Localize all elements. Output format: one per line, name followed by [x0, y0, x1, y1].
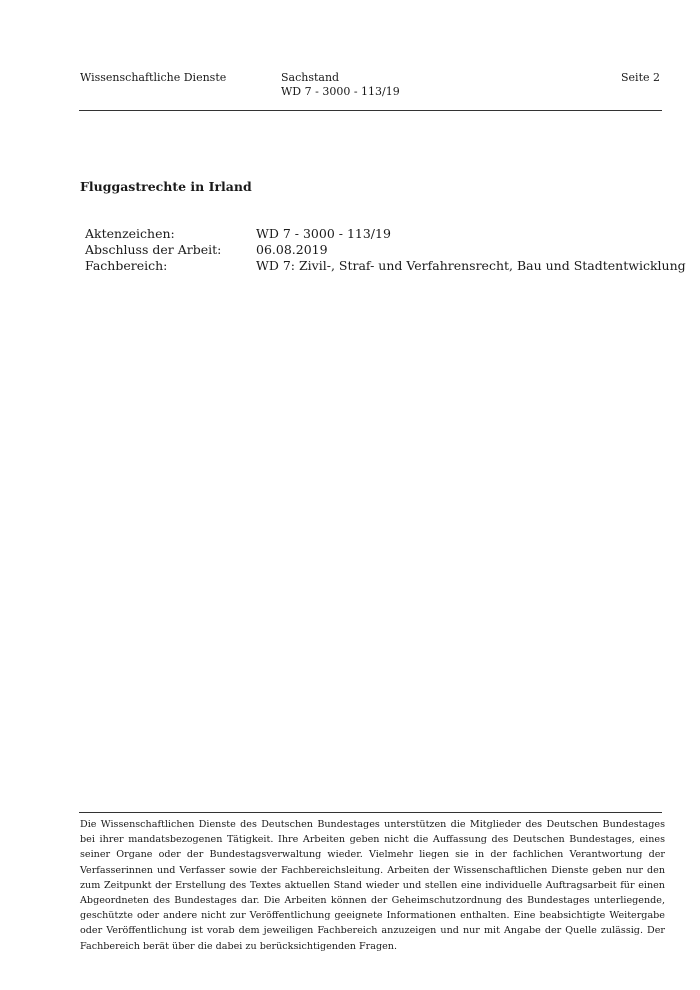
header-page-number: Seite 2 [621, 71, 660, 84]
header-document-info [281, 71, 400, 99]
metadata-label: Fachbereich: [85, 258, 168, 273]
header-doc-number: WD 7 - 3000 - 113/19 [281, 85, 400, 98]
metadata-row-fachbereich [85, 258, 686, 274]
header-institution: Wissenschaftliche Dienste [80, 71, 227, 84]
footer-divider [79, 812, 662, 813]
metadata-label: Aktenzeichen: [85, 226, 175, 241]
metadata-row-aktenzeichen [85, 226, 686, 242]
document-metadata [85, 226, 686, 274]
metadata-label: Abschluss der Arbeit: [85, 242, 222, 257]
footer-disclaimer: Die Wissenschaftlichen Dienste des Deutschen Bundestages unterstützen die Mitglieder des Deutschen Bundestages bei ihrer mandatsbezogenen Tätigkeit. Ihre Arbeiten geben nicht die Auffassung des Deutschen Bundestages, eines seiner Organe oder der Bundestagsverwaltung wieder. Vielmehr liegen sie in der fachlichen Verantwortung der Verfasserinnen und Verfasser sowie der Fachbereichsleitung. Arbeiten der Wissenschaftlichen Dienste geben nur den zum Zeitpunkt der Erstellung des Textes aktuellen Stand wieder und stellen eine individuelle Auftragsarbeit für einen Abgeordneten des Bundestages dar. Die Arbeiten können der Geheimschutzordnung des Bundestages unterliegende, geschützte oder andere nicht zur Veröffentlichung geeignete Informationen enthalten. Eine beabsichtigte Weitergabe oder Veröffentlichung ist vorab dem jeweiligen Fachbereich anzuzeigen und nur mit Angabe der Quelle zulässig. Der Fachbereich berät über die dabei zu berücksichtigenden Fragen. [80, 819, 665, 952]
document-title: Fluggastrechte in Irland [80, 179, 252, 194]
metadata-value: WD 7 - 3000 - 113/19 [256, 226, 391, 241]
metadata-value: 06.08.2019 [256, 242, 328, 257]
header-doc-type: Sachstand [281, 71, 340, 84]
header-divider [79, 110, 662, 111]
metadata-row-abschluss [85, 242, 686, 258]
metadata-value: WD 7: Zivil-, Straf- und Verfahrensrecht, Bau und Stadtentwicklung [256, 258, 686, 273]
